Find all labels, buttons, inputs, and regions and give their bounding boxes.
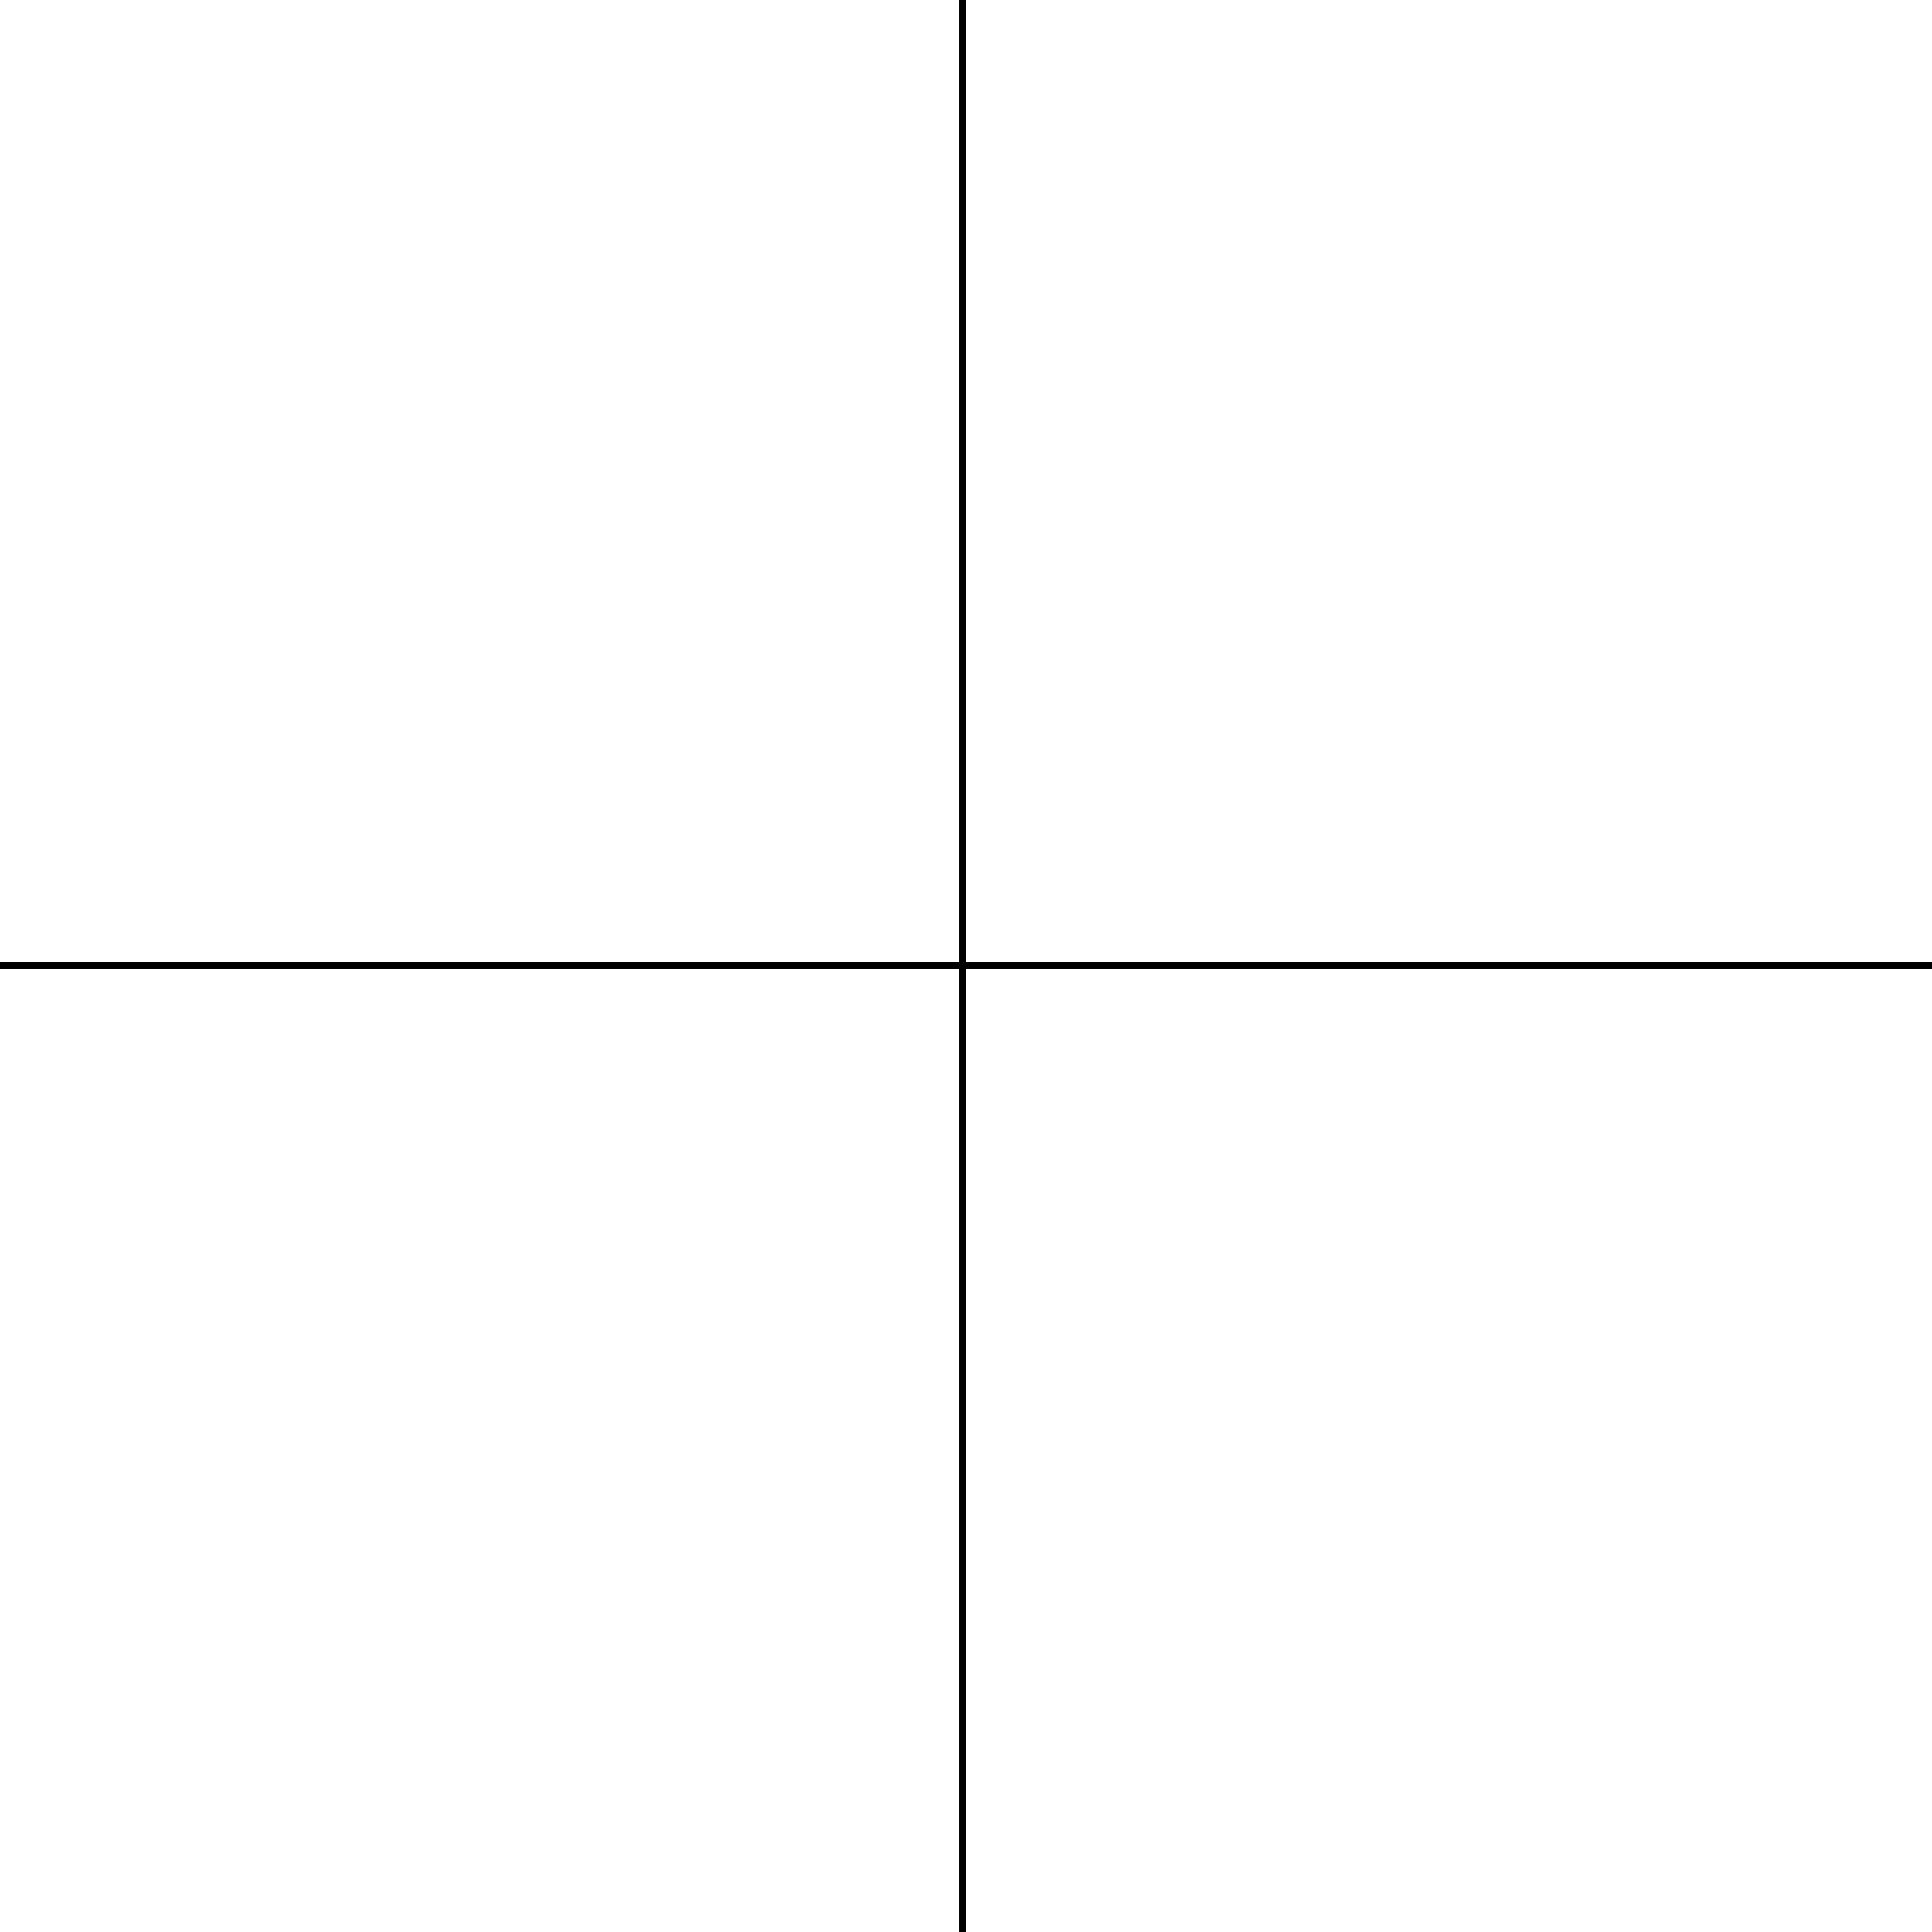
horizontal-divider xyxy=(0,962,1932,969)
